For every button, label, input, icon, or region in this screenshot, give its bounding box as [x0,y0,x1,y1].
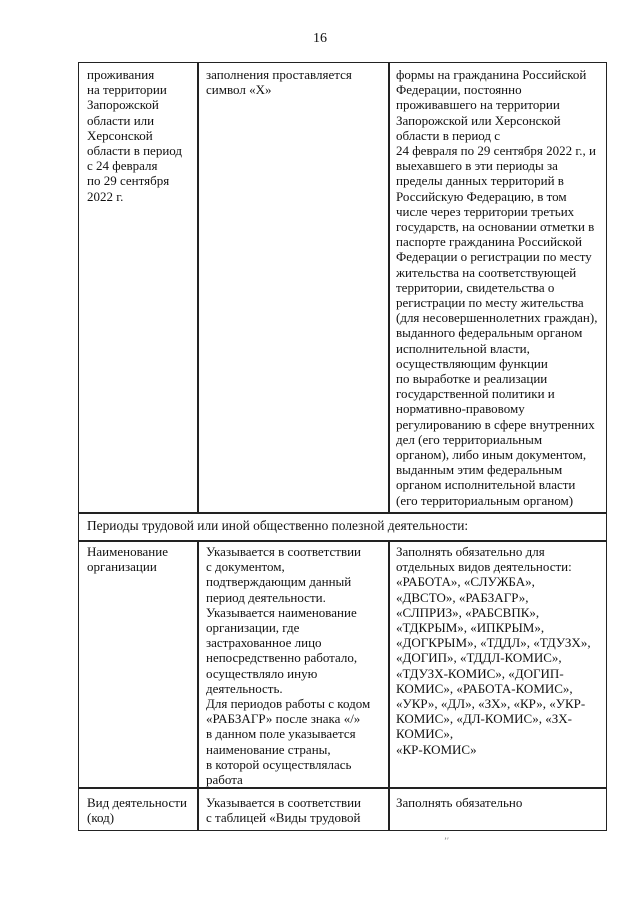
page-number: 16 [313,31,327,46]
column-divider [388,63,390,512]
row2-field-name: Наименование организации [87,544,168,575]
requirements-table [78,62,607,831]
row2-requirement: Заполнять обязательно для отдельных видов деятельности: «РАБОТА», «СЛУЖБА», «ДВСТО», «РАБЗАГР», «СЛПРИЗ», «РАБСВПК», «ТДКРЫМ», «ИПКРЫМ», «ДОГКРЫМ», «ТДДЛ», «ТДУЗХ», «ДОГИП», «ТДДЛ-КОМИС», «ТДУЗХ-КОМИС», «ДОГИП- КОМИС», «РАБОТА-КОМИС», «УКР», «ДЛ», «ЗХ», «КР», «УКР- КОМИС», «ДЛ-КОМИС», «ЗХ- КОМИС», «КР-КОМИС» [396,544,591,757]
row3-requirement: Заполнять обязательно [396,795,523,810]
row-divider [79,512,606,514]
row3-fill-rule: Указывается в соответствии с таблицей «Виды трудовой [206,795,362,826]
section-heading: Периоды трудовой или иной общественно полезной деятельности: [87,518,469,533]
column-divider [197,63,199,512]
stray-mark: ʼ′ [444,836,449,846]
row-divider [79,540,606,542]
row1-fill-rule: заполнения проставляется символ «Х» [206,67,352,98]
row2-fill-rule: Указывается в соответствии с документом, подтверждающим данный период деятельности. Указывается наименование организации, где застрахованное лицо непосредственно работало, осуществляло иную деятельность. Для периодов работы с кодом «РАБЗАГР» после знака «/» в данном поле указывается наименование страны, в которой осуществлялась работа [206,544,371,788]
row1-field-name: проживания на территории Запорожской области или Херсонской области в период с 24 февраля по 29 сентября 2022 г. [87,67,183,204]
row1-requirement: формы на гражданина Российской Федерации, постоянно проживавшего на территории Запорожской или Херсонской области в период с 24 февраля по 29 сентября 2022 г., и выехавшего в эти периоды за пределы данных территорий в Российскую Федерацию, в том числе через территории третьих государств, на основании отметки в паспорте гражданина Российской Федерации о регистрации по месту жительства на соответствующей территории, свидетельства о регистрации по месту жительства (для несовершеннолетних граждан), выданного федеральным органом исполнительной власти, осуществляющим функции по выработке и реализации государственной политики и нормативно-правовому регулированию в сфере внутренних дел (его территориальным органом), либо иным документом, выданным этим федеральным органом исполнительной власти (его территориальным органом) [396,67,598,508]
row3-field-name: Вид деятельности (код) [87,795,187,826]
